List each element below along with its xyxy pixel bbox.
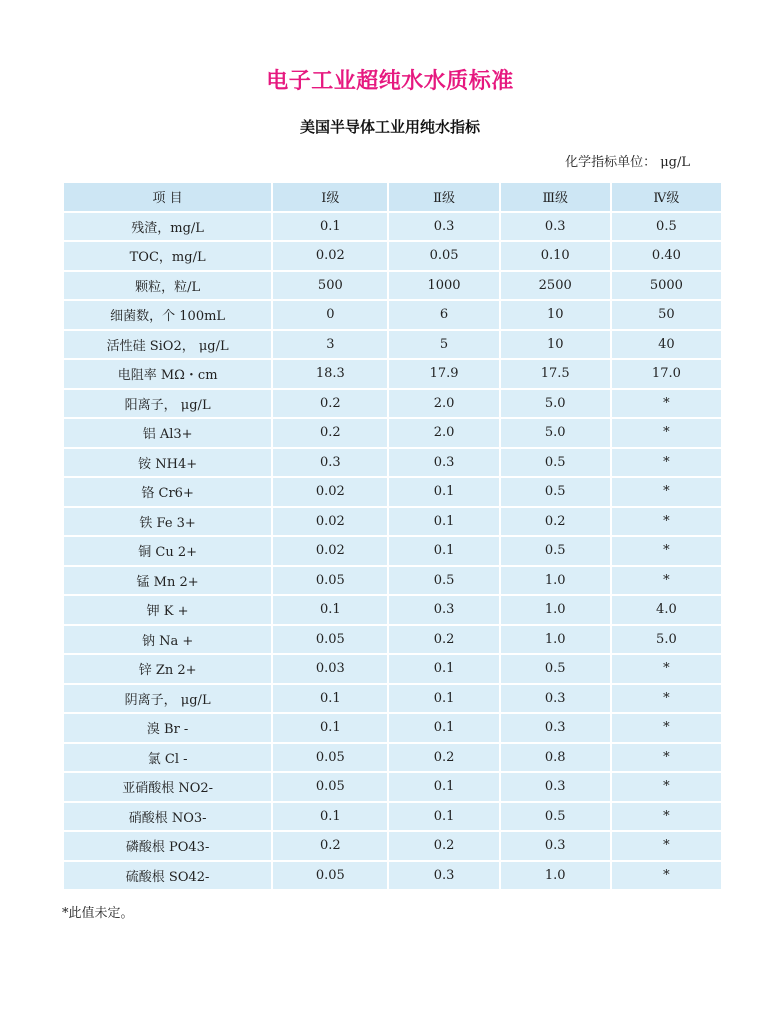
grade-value-cell: * <box>612 773 721 801</box>
row-label-cell: 钾 K + <box>64 596 271 624</box>
grade-value-cell: 1.0 <box>501 567 610 595</box>
grade-value-cell: 0.02 <box>273 242 387 270</box>
grade-value-cell: 0.5 <box>612 213 721 241</box>
row-label-cell: 亚硝酸根 NO2- <box>64 773 271 801</box>
grade-value-cell: 18.3 <box>273 360 387 388</box>
row-label-cell: 硝酸根 NO3- <box>64 803 271 831</box>
table-body <box>64 213 721 890</box>
grade-value-cell: 0.8 <box>501 744 610 772</box>
grade-value-cell: 2.0 <box>389 390 498 418</box>
grade-value-cell: 10 <box>501 301 610 329</box>
grade-value-cell: 0.3 <box>273 449 387 477</box>
table-row <box>64 803 721 831</box>
grade-value-cell: 0.1 <box>273 714 387 742</box>
row-label-cell: 铬 Cr6+ <box>64 478 271 506</box>
grade-value-cell: 0.1 <box>389 803 498 831</box>
grade-value-cell: * <box>612 714 721 742</box>
grade-value-cell: 0.1 <box>389 537 498 565</box>
table-row <box>64 272 721 300</box>
header-row <box>64 183 721 211</box>
grade-value-cell: 17.0 <box>612 360 721 388</box>
table-row <box>64 773 721 801</box>
grade-value-cell: 0.3 <box>501 685 610 713</box>
row-label-cell: 锰 Mn 2+ <box>64 567 271 595</box>
footnote: *此值未定。 <box>62 906 134 921</box>
table-row <box>64 714 721 742</box>
row-label-cell: 溴 Br - <box>64 714 271 742</box>
grade-value-cell: 0.5 <box>501 478 610 506</box>
row-label-cell: TOC，mg/L <box>64 242 271 270</box>
grade-value-cell: 0.1 <box>389 655 498 683</box>
grade-value-cell: 40 <box>612 331 721 359</box>
grade-value-cell: * <box>612 685 721 713</box>
grade-value-cell: 0.05 <box>273 862 387 890</box>
row-label-cell: 残渣，mg/L <box>64 213 271 241</box>
grade-value-cell: 0.05 <box>273 567 387 595</box>
row-label-cell: 活性硅 SiO2， μg/L <box>64 331 271 359</box>
row-label-cell: 阴离子， μg/L <box>64 685 271 713</box>
grade-value-cell: * <box>612 803 721 831</box>
row-label-cell: 电阻率 MΩ・cm <box>64 360 271 388</box>
grade-value-cell: 0.3 <box>389 213 498 241</box>
grade-value-cell: 5.0 <box>501 419 610 447</box>
grade-value-cell: 1.0 <box>501 862 610 890</box>
grade-value-cell: 5 <box>389 331 498 359</box>
grade-value-cell: 1000 <box>389 272 498 300</box>
table-header <box>64 183 721 211</box>
table-row <box>64 360 721 388</box>
grade-value-cell: * <box>612 862 721 890</box>
header-grade-4: Ⅳ级 <box>612 183 721 211</box>
grade-value-cell: 6 <box>389 301 498 329</box>
grade-value-cell: 0.2 <box>389 832 498 860</box>
grade-value-cell: 17.9 <box>389 360 498 388</box>
table-row <box>64 832 721 860</box>
table-row <box>64 862 721 890</box>
row-label-cell: 磷酸根 PO43- <box>64 832 271 860</box>
row-label-cell: 细菌数，个 100mL <box>64 301 271 329</box>
table-row <box>64 390 721 418</box>
grade-value-cell: 0.03 <box>273 655 387 683</box>
table-row <box>64 537 721 565</box>
grade-value-cell: * <box>612 390 721 418</box>
grade-value-cell: 0.2 <box>273 419 387 447</box>
table-row <box>64 744 721 772</box>
table-row <box>64 331 721 359</box>
grade-value-cell: 1.0 <box>501 596 610 624</box>
row-label-cell: 铜 Cu 2+ <box>64 537 271 565</box>
page-title: 电子工业超纯水水质标准 <box>266 69 514 94</box>
grade-value-cell: 1.0 <box>501 626 610 654</box>
row-label-cell: 硫酸根 SO42- <box>64 862 271 890</box>
grade-value-cell: 0.3 <box>389 596 498 624</box>
grade-value-cell: 0.1 <box>389 714 498 742</box>
grade-value-cell: 0.1 <box>273 803 387 831</box>
grade-value-cell: 0.05 <box>273 773 387 801</box>
grade-value-cell: 0.1 <box>273 213 387 241</box>
grade-value-cell: 0.05 <box>273 626 387 654</box>
table-row <box>64 685 721 713</box>
table-row <box>64 626 721 654</box>
grade-value-cell: 10 <box>501 331 610 359</box>
table-row <box>64 419 721 447</box>
grade-value-cell: 0.1 <box>273 685 387 713</box>
table-row <box>64 213 721 241</box>
header-item: 项 目 <box>64 183 271 211</box>
row-label-cell: 阳离子， μg/L <box>64 390 271 418</box>
grade-value-cell: 0.5 <box>501 449 610 477</box>
grade-value-cell: 3 <box>273 331 387 359</box>
grade-value-cell: 0.5 <box>501 655 610 683</box>
grade-value-cell: 0.1 <box>273 596 387 624</box>
grade-value-cell: 0.3 <box>389 862 498 890</box>
grade-value-cell: * <box>612 537 721 565</box>
row-label-cell: 氯 Cl - <box>64 744 271 772</box>
grade-value-cell: 4.0 <box>612 596 721 624</box>
grade-value-cell: 0.02 <box>273 537 387 565</box>
grade-value-cell: 0.10 <box>501 242 610 270</box>
grade-value-cell: 2.0 <box>389 419 498 447</box>
grade-value-cell: 500 <box>273 272 387 300</box>
row-label-cell: 铁 Fe 3+ <box>64 508 271 536</box>
grade-value-cell: 50 <box>612 301 721 329</box>
page-subtitle: 美国半导体工业用纯水指标 <box>299 118 480 136</box>
grade-value-cell: 5.0 <box>501 390 610 418</box>
grade-value-cell: 0.3 <box>501 714 610 742</box>
grade-value-cell: 0.05 <box>273 744 387 772</box>
grade-value-cell: * <box>612 419 721 447</box>
grade-value-cell: 0.1 <box>389 478 498 506</box>
grade-value-cell: * <box>612 655 721 683</box>
grade-value-cell: 0.1 <box>389 508 498 536</box>
grade-value-cell: 0.5 <box>501 537 610 565</box>
header-grade-3: Ⅲ级 <box>501 183 610 211</box>
table-row <box>64 567 721 595</box>
grade-value-cell: 0.2 <box>389 744 498 772</box>
grade-value-cell: 2500 <box>501 272 610 300</box>
header-grade-2: Ⅱ级 <box>389 183 498 211</box>
row-label-cell: 铝 Al3+ <box>64 419 271 447</box>
grade-value-cell: 0.5 <box>389 567 498 595</box>
table-row <box>64 655 721 683</box>
grade-value-cell: * <box>612 449 721 477</box>
table-row <box>64 242 721 270</box>
table-row <box>64 478 721 506</box>
grade-value-cell: 0.02 <box>273 508 387 536</box>
grade-value-cell: 0.3 <box>389 449 498 477</box>
grade-value-cell: 0 <box>273 301 387 329</box>
grade-value-cell: 0.2 <box>273 832 387 860</box>
grade-value-cell: 0.3 <box>501 213 610 241</box>
grade-value-cell: 17.5 <box>501 360 610 388</box>
grade-value-cell: 0.1 <box>389 773 498 801</box>
table-row <box>64 301 721 329</box>
grade-value-cell: * <box>612 744 721 772</box>
table-row <box>64 508 721 536</box>
grade-value-cell: * <box>612 508 721 536</box>
table-row <box>64 596 721 624</box>
grade-value-cell: 0.02 <box>273 478 387 506</box>
grade-value-cell: 0.40 <box>612 242 721 270</box>
grade-value-cell: * <box>612 478 721 506</box>
unit-note: 化学指标单位： μg/L <box>565 155 690 170</box>
grade-value-cell: 5.0 <box>612 626 721 654</box>
grade-value-cell: 0.2 <box>273 390 387 418</box>
grade-value-cell: 0.3 <box>501 832 610 860</box>
grade-value-cell: * <box>612 832 721 860</box>
water-quality-table <box>62 181 723 891</box>
grade-value-cell: 0.2 <box>389 626 498 654</box>
row-label-cell: 颗粒，粒/L <box>64 272 271 300</box>
grade-value-cell: 0.05 <box>389 242 498 270</box>
row-label-cell: 铵 NH4+ <box>64 449 271 477</box>
grade-value-cell: 5000 <box>612 272 721 300</box>
grade-value-cell: 0.5 <box>501 803 610 831</box>
grade-value-cell: 0.2 <box>501 508 610 536</box>
row-label-cell: 锌 Zn 2+ <box>64 655 271 683</box>
row-label-cell: 钠 Na + <box>64 626 271 654</box>
header-grade-1: Ⅰ级 <box>273 183 387 211</box>
grade-value-cell: 0.1 <box>389 685 498 713</box>
table-row <box>64 449 721 477</box>
grade-value-cell: 0.3 <box>501 773 610 801</box>
grade-value-cell: * <box>612 567 721 595</box>
